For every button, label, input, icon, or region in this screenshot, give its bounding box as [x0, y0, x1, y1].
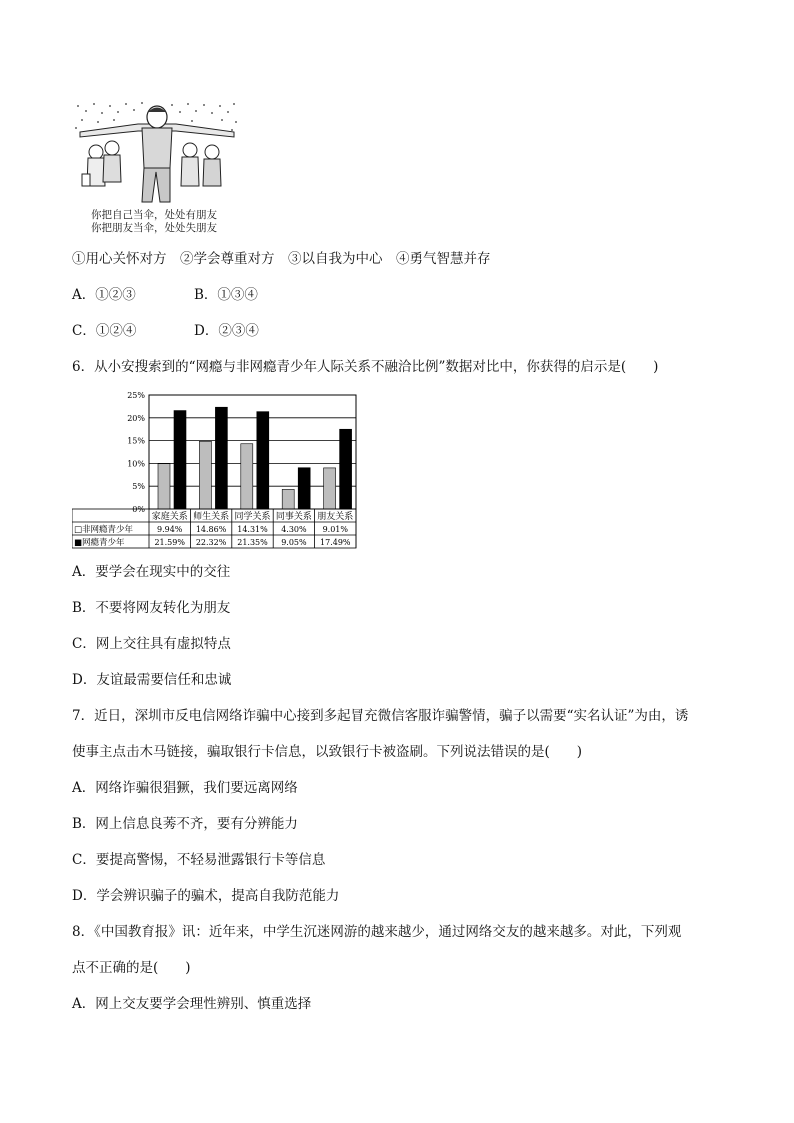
data-label: 9.05% [281, 538, 307, 547]
q7-option-a[interactable]: A．网络诈骗很猖獗，我们要远离网络 [72, 780, 298, 796]
y-tick-label: 25% [127, 391, 145, 400]
category-label: 同事关系 [275, 512, 312, 522]
bar-non-addicted [158, 464, 170, 509]
legend-series-label: □非网瘾青少年 [74, 525, 134, 535]
q7-option-b[interactable]: B．网上信息良莠不齐，要有分辨能力 [72, 816, 298, 832]
category-label: 同学关系 [234, 512, 271, 522]
q6-option-c[interactable]: C．网上交往具有虚拟特点 [72, 636, 231, 652]
umbrella-cartoon [72, 100, 242, 212]
q6-option-d[interactable]: D．友谊最需要信任和忠诚 [72, 672, 232, 688]
bar-non-addicted [199, 441, 211, 509]
data-label: 14.86% [195, 525, 227, 534]
bar-non-addicted [241, 444, 253, 509]
bar-non-addicted [324, 468, 336, 509]
q7-stem-line1: 7．近日，深圳市反电信网络诈骗中心接到多起冒充微信客服诈骗警情，骗子以需要“实名认证”为由，诱 [72, 708, 689, 724]
q5-option-c[interactable]: C．①②④ [72, 323, 137, 339]
q8-stem-line1: 8．《中国教育报》讯：近年来，中学生沉迷网游的越来越少，通过网络交友的越来越多。对此，下列观 [72, 924, 682, 940]
category-label: 师生关系 [193, 512, 230, 522]
bar-addicted [174, 411, 186, 509]
cartoon-caption-1: 你把自己当伞，处处有朋友 [91, 209, 217, 221]
category-label: 朋友关系 [317, 512, 354, 522]
q7-option-c[interactable]: C．要提高警惕，不轻易泄露银行卡等信息 [72, 852, 326, 868]
cartoon-drawing [72, 100, 242, 212]
q5-option-d[interactable]: D．②③④ [194, 323, 259, 339]
y-tick-label: 10% [127, 459, 145, 469]
category-label: 家庭关系 [151, 512, 188, 522]
q5-statements: ①用心关怀对方 ②学会尊重对方 ③以自我为中心 ④勇气智慧并存 [72, 251, 491, 267]
cartoon-caption-2: 你把朋友当伞，处处失朋友 [91, 222, 217, 234]
y-tick-label: 5% [132, 482, 145, 492]
q5-option-b[interactable]: B．①③④ [194, 287, 258, 303]
q8-option-a[interactable]: A．网上交友要学会理性辨别、慎重选择 [72, 996, 312, 1012]
y-tick-label: 0% [132, 505, 145, 514]
data-label: 9.94% [156, 525, 183, 534]
y-tick-label: 20% [127, 413, 145, 423]
q7-stem-line2: 使事主点击木马链接，骗取银行卡信息，以致银行卡被盗刷。下列说法错误的是( ) [72, 744, 583, 760]
data-label: 14.31% [237, 525, 268, 534]
y-tick-label: 15% [127, 436, 145, 446]
bar-addicted [215, 407, 227, 509]
data-label: 9.01% [322, 525, 349, 534]
data-label: 22.32% [195, 538, 227, 547]
relationship-bar-chart [72, 388, 362, 550]
data-label: 21.59% [154, 538, 185, 547]
q8-stem-line2: 点不正确的是( ) [72, 960, 191, 976]
q7-option-d[interactable]: D．学会辨识骗子的骗术，提高自我防范能力 [72, 888, 340, 904]
q6-option-b[interactable]: B．不要将网友转化为朋友 [72, 600, 231, 616]
q6-option-a[interactable]: A．要学会在现实中的交往 [72, 564, 231, 580]
q5-option-a[interactable]: A．①②③ [72, 287, 136, 303]
chart-svg [72, 388, 362, 550]
q6-stem: 6．从小安搜索到的“网瘾与非网瘾青少年人际关系不融洽比例”数据对比中，你获得的启示是( ) [72, 359, 659, 375]
data-label: 17.49% [320, 538, 351, 547]
legend-series-label: ■网瘾青少年 [74, 538, 125, 548]
data-label: 21.35% [237, 538, 268, 547]
bar-addicted [257, 412, 269, 509]
bar-addicted [340, 429, 352, 509]
data-label: 4.30% [281, 525, 307, 534]
bar-non-addicted [282, 489, 294, 509]
bar-addicted [298, 468, 310, 509]
